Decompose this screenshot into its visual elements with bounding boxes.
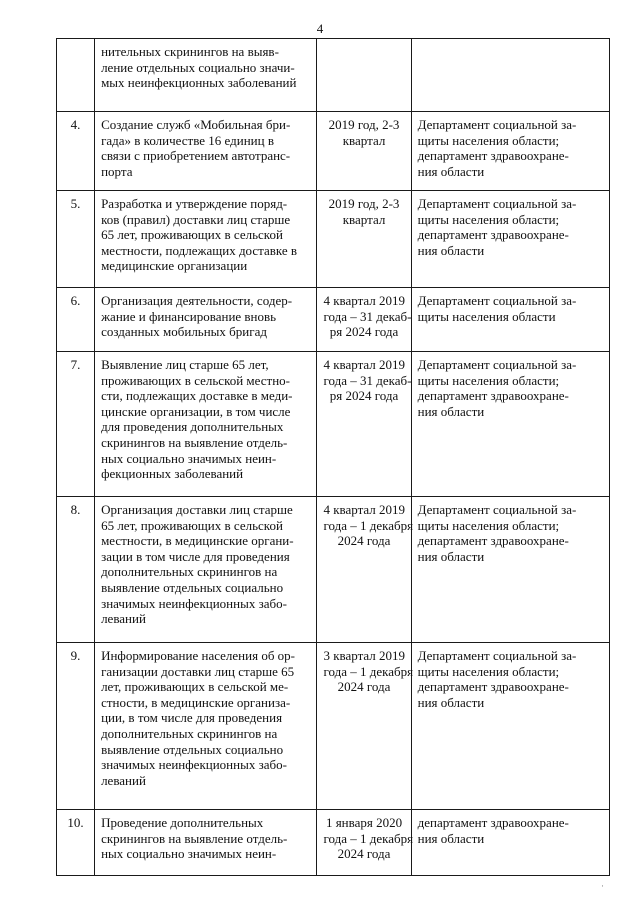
row-number: 4. xyxy=(57,112,95,191)
measure-name-line: зации в том числе для проведения xyxy=(101,548,290,564)
execution-term-line: ря 2024 года xyxy=(329,324,399,340)
responsible-executor-line: ния области xyxy=(417,242,485,258)
measure-name xyxy=(95,288,317,352)
measure-name-line: леваний xyxy=(101,772,146,788)
row-number: 9. xyxy=(57,643,95,810)
measure-name-line: стности, в медицинские организа- xyxy=(101,694,291,710)
measure-name-line: ление отдельных социально значи- xyxy=(101,59,295,75)
execution-term-line: 4 квартал 2019 xyxy=(323,293,406,308)
responsible-executor-line: ния области xyxy=(417,830,485,846)
execution-term xyxy=(317,39,411,112)
responsible-executor xyxy=(411,112,609,191)
responsible-executor xyxy=(411,643,609,810)
corner-mark: · xyxy=(601,881,604,891)
responsible-executor xyxy=(411,497,609,643)
measure-name-line: 65 лет, проживающих в сельской xyxy=(101,227,283,243)
responsible-executor-line: Департамент социальной за- xyxy=(417,293,577,308)
responsible-executor xyxy=(411,810,609,876)
responsible-executor xyxy=(411,352,609,497)
measure-name-line: дополнительных скринингов на xyxy=(101,725,278,741)
measure-name-line: Создание служб «Мобильная бри- xyxy=(101,117,291,132)
responsible-executor-line: Департамент социальной за- xyxy=(417,502,577,517)
execution-term xyxy=(317,810,414,876)
responsible-executor xyxy=(411,39,609,112)
measure-name-line: порта xyxy=(101,163,133,179)
execution-term-line: года – 31 декаб- xyxy=(323,308,412,324)
responsible-executor xyxy=(411,191,609,288)
responsible-executor xyxy=(411,288,609,352)
table-row xyxy=(57,497,610,643)
responsible-executor-line: департамент здравоохране- xyxy=(417,388,569,404)
row-number: 10. xyxy=(57,810,95,876)
measure-name-line: выявление отдельных социально xyxy=(101,579,284,595)
measure-name-line: гада» в количестве 16 единиц в xyxy=(101,132,274,148)
execution-term xyxy=(317,497,414,643)
table-row xyxy=(57,39,610,112)
responsible-executor-line: ния области xyxy=(417,403,485,419)
measure-name-line: Разработка и утверждение поряд- xyxy=(101,196,288,211)
execution-term-line: 2024 года xyxy=(337,846,391,862)
execution-term-line: квартал xyxy=(342,132,386,148)
measure-name-line: леваний xyxy=(101,611,146,627)
measure-name xyxy=(95,643,317,810)
measure-name-line: Выявление лиц старше 65 лет, xyxy=(101,357,269,372)
measure-name-line: 65 лет, проживающих в сельской xyxy=(101,517,283,533)
measure-name-line: местности, подлежащих доставке в xyxy=(101,242,298,258)
measure-name-line: Информирование населения об ор- xyxy=(101,648,296,663)
measure-name-line: дополнительных скринингов на xyxy=(101,564,278,580)
responsible-executor-line: департамент здравоохране- xyxy=(417,679,569,695)
execution-term-line: года – 31 декаб- xyxy=(323,372,412,388)
execution-term-line: 4 квартал 2019 xyxy=(323,357,406,372)
measure-name xyxy=(95,352,317,497)
execution-term-line: года – 1 декабря xyxy=(323,517,414,533)
measure-name-line: для проведения дополнительных xyxy=(101,419,284,435)
execution-term-line: года – 1 декабря xyxy=(323,830,414,846)
execution-term xyxy=(317,643,414,810)
measure-name-line: медицинские организации xyxy=(101,258,248,274)
table-row xyxy=(57,288,610,352)
responsible-executor-line: Департамент социальной за- xyxy=(417,196,577,211)
measure-name-line: мых неинфекционных заболеваний xyxy=(101,75,297,91)
responsible-executor-line: ния области xyxy=(417,694,485,710)
row-number: 7. xyxy=(57,352,95,497)
execution-term-line: 2019 год, 2-3 xyxy=(328,196,400,211)
execution-term-line: квартал xyxy=(342,211,386,227)
measure-name-line: Организация деятельности, содер- xyxy=(101,293,293,308)
execution-term xyxy=(317,112,411,191)
measure-name xyxy=(95,112,317,191)
measure-name-line: цинские организации, в том числе xyxy=(101,403,291,419)
measure-name-line: жание и финансирование вновь xyxy=(101,308,277,324)
responsible-executor-line: щиты населения области; xyxy=(417,517,560,533)
responsible-executor-line: департамент здравоохране- xyxy=(417,148,569,164)
row-number: 5. xyxy=(57,191,95,288)
measure-name xyxy=(95,191,317,288)
execution-term-line: 3 квартал 2019 xyxy=(323,648,406,663)
measure-name-line: созданных мобильных бригад xyxy=(101,324,267,340)
measures-table xyxy=(56,38,610,876)
responsible-executor-line: Департамент социальной за- xyxy=(417,117,577,132)
measure-name-line: ных социально значимых неин- xyxy=(101,450,277,466)
responsible-executor-line: щиты населения области; xyxy=(417,663,560,679)
measure-name-line: выявление отдельных социально xyxy=(101,741,284,757)
execution-term-line: 2019 год, 2-3 xyxy=(328,117,400,132)
measure-name-line: местности, в медицинские органи- xyxy=(101,533,294,549)
measure-name-line: Проведение дополнительных xyxy=(101,815,264,830)
responsible-executor-line: щиты населения области; xyxy=(417,132,560,148)
responsible-executor-line: Департамент социальной за- xyxy=(417,648,577,663)
measure-name-line: ганизации доставки лиц старше 65 xyxy=(101,663,295,679)
table-row xyxy=(57,810,610,876)
table-row xyxy=(57,352,610,497)
execution-term-line: 2024 года xyxy=(337,533,391,549)
measure-name-line: связи с приобретением автотранс- xyxy=(101,148,291,164)
table-row xyxy=(57,191,610,288)
execution-term-line: 1 января 2020 xyxy=(325,815,403,830)
measure-name-line: значимых неинфекционных забо- xyxy=(101,595,287,611)
table-row xyxy=(57,643,610,810)
measure-name-line: скринингов на выявление отдель- xyxy=(101,830,288,846)
row-number: 6. xyxy=(57,288,95,352)
measure-name-line: лет, проживающих в сельской ме- xyxy=(101,679,289,695)
measure-name-line: Организация доставки лиц старше xyxy=(101,502,293,517)
measure-name-line: ции, в том числе для проведения xyxy=(101,710,283,726)
responsible-executor-line: Департамент социальной за- xyxy=(417,357,577,372)
measure-name-line: значимых неинфекционных забо- xyxy=(101,757,287,773)
responsible-executor-line: департамент здравоохране- xyxy=(417,815,569,830)
responsible-executor-line: щиты населения области; xyxy=(417,211,560,227)
responsible-executor-line: департамент здравоохране- xyxy=(417,533,569,549)
measure-name xyxy=(95,497,317,643)
execution-term-line: 4 квартал 2019 xyxy=(323,502,406,517)
execution-term xyxy=(317,191,411,288)
row-number xyxy=(57,39,95,112)
measure-name xyxy=(95,39,317,112)
execution-term-line: 2024 года xyxy=(337,679,391,695)
execution-term xyxy=(317,352,411,497)
responsible-executor-line: департамент здравоохране- xyxy=(417,227,569,243)
measure-name-line: ков (правил) доставки лиц старше xyxy=(101,211,291,227)
responsible-executor-line: щиты населения области xyxy=(417,308,556,324)
page-number: 4 xyxy=(316,21,324,36)
measure-name-line: нительных скринингов на выяв- xyxy=(101,44,279,59)
measure-name-line: скринингов на выявление отдель- xyxy=(101,434,288,450)
measure-name-line: фекционных заболеваний xyxy=(101,466,244,482)
execution-term-line: года – 1 декабря xyxy=(323,663,414,679)
responsible-executor-line: ния области xyxy=(417,163,485,179)
measure-name-line: ных социально значимых неин- xyxy=(101,846,277,862)
execution-term xyxy=(317,288,411,352)
responsible-executor-line: щиты населения области; xyxy=(417,372,560,388)
execution-term-line: ря 2024 года xyxy=(329,388,399,404)
responsible-executor-line: ния области xyxy=(417,548,485,564)
row-number: 8. xyxy=(57,497,95,643)
measure-name-line: проживающих в сельской местно- xyxy=(101,372,290,388)
measure-name xyxy=(95,810,317,876)
table-row xyxy=(57,112,610,191)
measure-name-line: сти, подлежащих доставке в меди- xyxy=(101,388,293,404)
